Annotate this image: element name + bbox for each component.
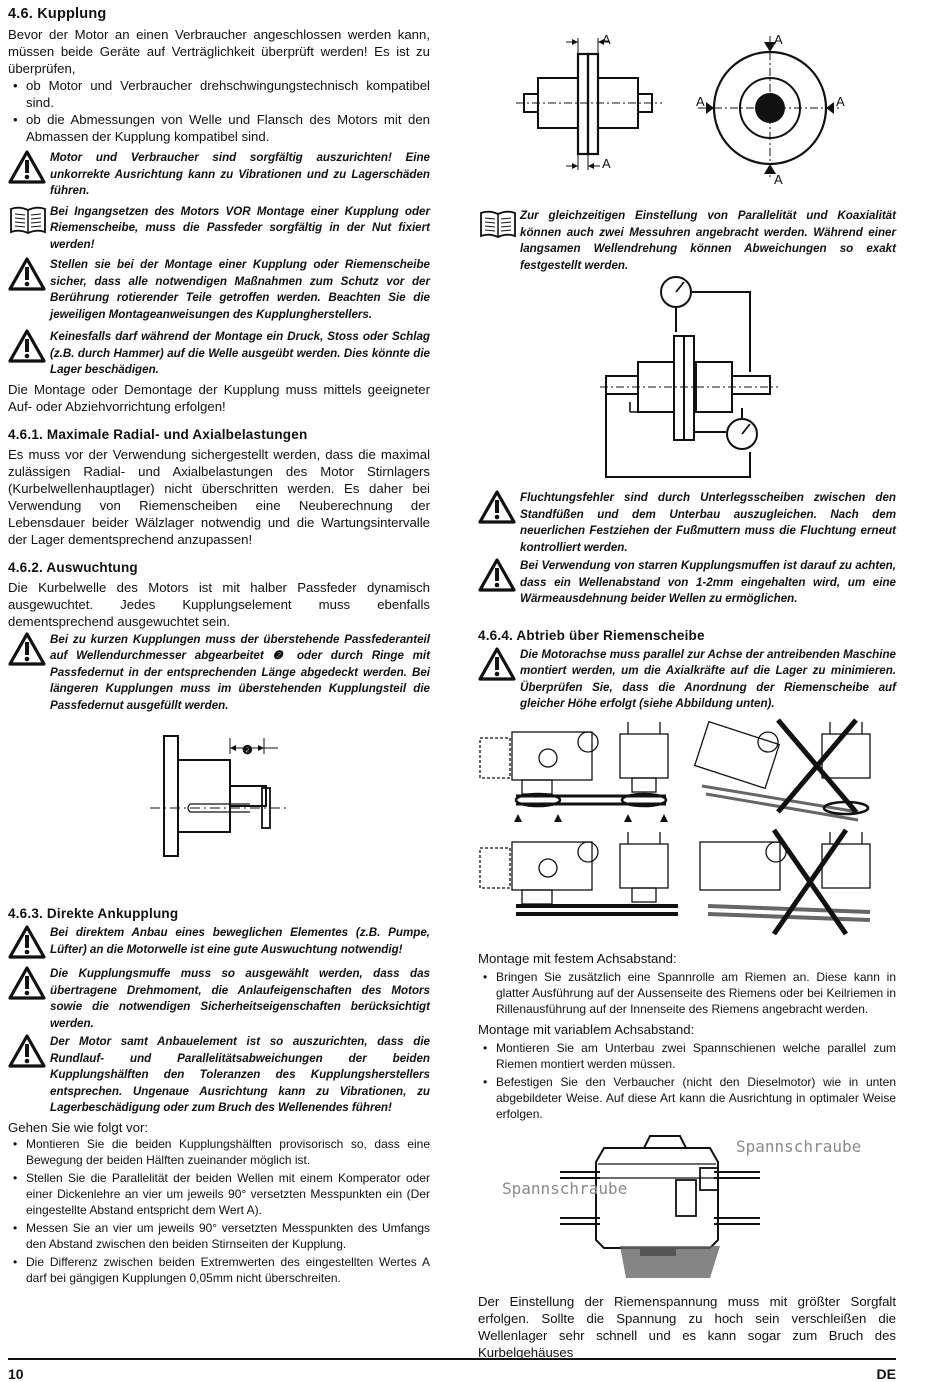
shaft-key-figure [150, 732, 290, 867]
warning-icon [8, 925, 46, 959]
warning-note: Die Kupplungsmuffe muss so ausgewählt werden, dass das übertragene Drehmoment, die Anlaufeigenschaften des Motors sowie die notwendigen Sicherheitseigenschaften berücksichtigt werden. [8, 966, 430, 1032]
book-icon [478, 208, 518, 240]
variable-distance-list [478, 1040, 896, 1122]
fixed-distance-list [478, 969, 896, 1017]
dial-indicator-figure [600, 272, 780, 489]
radial-text: Es muss vor der Verwendung sichergestellt werden, dass die maximal zulässigen Radial- und Axialbelastungen des Motor Stirnlagers (Kurbelwellenhauptlager) nicht überschritten werden. Es daher bei Verwendung von Riemenscheiben eine Neuberechnung der Lebensdauer beider Wälzlager notwendig und die Wartungsintervalle der Lager dementsprechend anzupassen! [8, 446, 430, 547]
warning-note: Bei zu kurzen Kupplungen muss der überstehende Passfederanteil auf Wellendurchmesser abgearbeitet ❷ oder durch Ringe mit Passfedernut in der entsprechenden Länge abgedeckt werden. Bei längeren Kupplungen muss im überstehenden Kupplungsteil die Passfedernut ausgefüllt werden. [8, 632, 430, 715]
svg-text:A: A [696, 94, 705, 109]
list-item: • Bringen Sie zusätzlich eine Spannrolle am Riemen an. Diese kann in glatter Ausführung auf der Aussenseite des Riemens oder bei Keilriemen in Rillenausführung auf der Innenseite des Riemens angebracht werden. [478, 969, 896, 1017]
warning-icon [8, 632, 46, 666]
spannschraube-label-right: Spannschraube [736, 1137, 862, 1156]
warning-note: Die Motorachse muss parallel zur Achse der antreibenden Maschine montiert werden, um die Axialkräfte auf die Lager zu minimieren. Überprüfen Sie, dass die Anordnung der Riemenscheibe auf gleicher Höhe erfolgt (siehe Abbildung unten). [478, 647, 896, 713]
list-item: • Stellen Sie die Parallelität der beiden Wellen mit einem Komperator oder einer Dickenlehre an vier um jeweils 90° versetzten Messpunkten ein (Der eingestellte Abstand entspricht dem Wert A). [8, 1170, 430, 1218]
balance-text: Die Kurbelwelle des Motors ist mit halber Passfeder dynamisch ausgewuchtet. Jedes Kupplungselement muss ebenfalls dementsprechend ausgewuchtet sein. [8, 579, 430, 629]
warning-note: Motor und Verbraucher sind sorgfältig auszurichten! Eine unkorrekte Ausrichtung kann zu Vibrationen und zu Lagerschäden führen. [8, 150, 430, 200]
warning-icon [8, 966, 46, 1000]
warning-icon [478, 647, 516, 681]
list-item: • Messen Sie an vier um jeweils 90° versetzten Messpunkten des Umfangs den Abstand zwischen den beiden Stirnseiten der Kupplung. [8, 1220, 430, 1252]
list-item: • Montieren Sie am Unterbau zwei Spannschienen welche parallel zum Riemen montiert werden müssen. [478, 1040, 896, 1072]
warning-icon [478, 490, 516, 524]
warning-icon [8, 257, 46, 291]
steps-intro: Gehen Sie wie folgt vor: [8, 1119, 149, 1135]
page-footer [8, 1358, 896, 1382]
right-notes [478, 490, 896, 713]
left-column-bottom [8, 906, 430, 1288]
section-heading-4-6-2: 4.6.2. Auswuchtung [8, 559, 138, 575]
warning-note: Bei direktem Anbau eines beweglichen Elementes (z.B. Pumpe, Lüfter) an die Motorwelle ist eine gute Auswuchtung notwendig! [8, 925, 430, 964]
variable-distance-title: Montage mit variablem Achsabstand: [478, 1022, 695, 1037]
marker-2: ❷ [242, 743, 253, 757]
section-heading-4-6-1: 4.6.1. Maximale Radial- und Axialbelastungen [8, 426, 308, 442]
book-note: Bei Ingangsetzen des Motors VOR Montage einer Kupplung oder Riemenscheibe, muss die Passfeder sorgfältig in der Nut fixiert werden! [8, 204, 430, 254]
warning-note: Fluchtungsfehler sind durch Unterlegsscheiben zwischen den Standfüßen und dem Unterbau auszugleichen. Nach dem neuerlichen Festziehen der Fußmuttern muss die Fluchtung erneut kontrolliert werden. [478, 490, 896, 556]
fixed-distance-title: Montage mit festem Achsabstand: [478, 951, 677, 966]
outro-text: Die Montage oder Demontage der Kupplung muss mittels geeigneter Auf- oder Abziehvorrichtung erfolgen! [8, 381, 430, 414]
spannschraube-label-left: Spannschraube [502, 1179, 628, 1198]
list-item: • ob Motor und Verbraucher drehschwingungstechnisch kompatibel sind. [8, 77, 430, 111]
closing-text: Der Einstellung der Riemenspannung muss mit größter Sorgfalt erfolgen. Sollte die Spannung zu hoch sein verschleißen die Wellenlager sehr schnell und es kann sogar zum Bruch des Kurbelgehäuses [478, 1294, 896, 1360]
warning-icon [8, 150, 46, 184]
warning-note: Stellen sie bei der Montage einer Kupplung oder Riemenscheibe sicher, dass alle notwendigen Maßnahmen zum Schutz vor der Berührung rotierender Teile getroffen werden. Beachten Sie die jeweiligen Montageanweisungen des Kupplungherstellers. [8, 257, 430, 323]
warning-icon [478, 558, 516, 592]
svg-text:A: A [602, 156, 611, 171]
left-column [8, 6, 430, 714]
warning-note: Keinesfalls darf während der Montage ein Druck, Stoss oder Schlag (z.B. durch Hammer) auf die Welle ausgeübt werden. Dies könnte die Lager beschädigen. [8, 329, 430, 379]
svg-text:A: A [836, 94, 845, 109]
closing-text-block [478, 1293, 896, 1361]
dial-note-block [478, 208, 896, 274]
section-heading-4-6-3: 4.6.3. Direkte Ankupplung [8, 906, 179, 921]
list-item: • Befestigen Sie den Verbaucher (nicht den Dieselmotor) wie in unten abgebildeter Weise. Auf diese Art kann die Ausrichtung in optimaler Weise erfolgen. [478, 1074, 896, 1122]
belt-alignment-figure [478, 712, 898, 942]
warning-note: Der Motor samt Anbauelement ist so auszurichten, dass die Rundlauf- und Parallelitätsabweichungen der beiden Kupplungshälften den Toleranzen des Kupplungsherstellers entsprechen. Ungenaue Ausrichtung kann zu Vibrationen, zu Lagerbeschädigung oder zum Bruch des Wellenendes führen! [8, 1034, 430, 1117]
svg-text:A: A [602, 32, 611, 47]
warning-note: Bei Verwendung von starren Kupplungsmuffen ist darauf zu achten, dass ein Wellenabstand von 1-2mm eingehalten wird, um eine Wärmeausdehnung beider Wellen zu ermöglichen. [478, 558, 896, 608]
warning-icon [8, 1034, 46, 1068]
section-heading-4-6-4: 4.6.4. Abtrieb über Riemenscheibe [478, 627, 705, 643]
tensioning-screw-figure [500, 1128, 870, 1283]
list-item: • Montieren Sie die beiden Kupplungshälften provisorisch so, dass eine Bewegung der beiden Hälften zueinander möglich ist. [8, 1136, 430, 1168]
steps-list [8, 1136, 430, 1286]
check-list [8, 77, 430, 145]
svg-text:A: A [774, 172, 783, 187]
language-code: DE [876, 1366, 896, 1382]
coupling-alignment-figure [516, 28, 856, 193]
book-icon [8, 204, 48, 236]
section-heading-4-6: 4.6. Kupplung [8, 6, 107, 22]
belt-mounting-text [478, 950, 896, 1124]
book-note: Zur gleichzeitigen Einstellung von Parallelität und Koaxialität können auch zwei Messuhren angebracht werden. Während einer langsamen Wellendrehung können Abweichungen so exakt festgestellt werden. [478, 208, 896, 274]
intro-text: Bevor der Motor an einen Verbraucher angeschlossen werden kann, müssen beide Geräte auf Verträglichkeit überprüft werden! Es ist zu überprüfen, [8, 27, 430, 76]
page-number: 10 [8, 1366, 24, 1382]
svg-text:A: A [774, 32, 783, 47]
warning-icon [8, 329, 46, 363]
list-item: • ob die Abmessungen von Welle und Flansch des Motors mit den Abmassen der Kupplung kompatibel sind. [8, 111, 430, 145]
list-item: • Die Differenz zwischen beiden Extremwerten des eingestellten Wertes A darf bei gängigen Kupplungen 0,05mm nicht überschreiten. [8, 1254, 430, 1286]
cross-icon [778, 720, 856, 812]
